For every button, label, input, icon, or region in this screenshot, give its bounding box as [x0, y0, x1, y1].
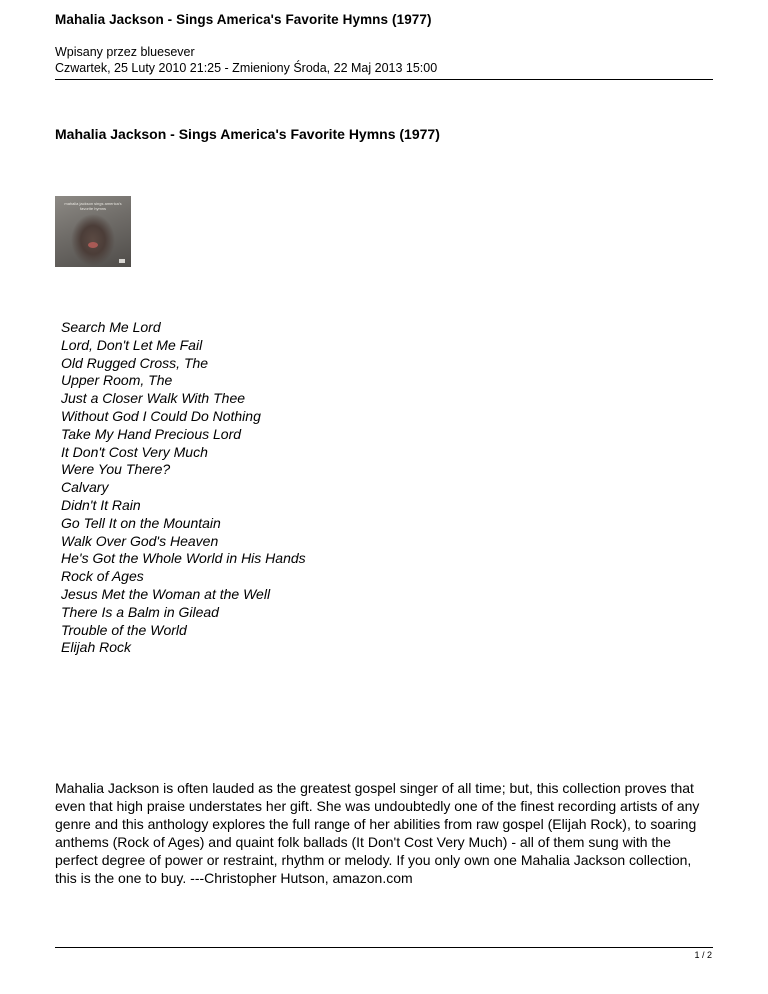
track-item: It Don't Cost Very Much	[61, 443, 208, 460]
cover-face-detail	[88, 242, 98, 248]
track-item: Trouble of the World	[61, 621, 187, 638]
cover-label-logo	[119, 259, 125, 263]
footer-divider	[55, 947, 713, 948]
date-line: Czwartek, 25 Luty 2010 21:25 - Zmieniony Środa, 22 Maj 2013 15:00	[55, 61, 438, 75]
track-item: Rock of Ages	[61, 568, 144, 585]
track-item: Go Tell It on the Mountain	[61, 514, 221, 531]
track-item: Old Rugged Cross, The	[61, 354, 209, 371]
header-meta	[55, 44, 437, 76]
track-item: Were You There?	[61, 461, 171, 478]
album-cover-image[interactable]	[55, 196, 131, 267]
review-text: Mahalia Jackson is often lauded as the greatest gospel singer of all time; but, this collection proves that even that high praise understates her gift. She was undoubtedly one of the finest recording artists of any genre and this anthology explores the full range of her abilities from raw gospel (Elijah Rock), to soaring anthems (Rock of Ages) and quaint folk ballads (It Don't Cost Very Much) - all of them sung with the perfect degree of power or restraint, rhythm or melody. If you only own one Mahalia Jackson collection, this is the one to buy. ---Christopher Hutson, amazon.com	[55, 780, 700, 886]
track-item: Search Me Lord	[61, 319, 161, 335]
header-divider	[55, 79, 713, 80]
track-item: There Is a Balm in Gilead	[61, 603, 219, 620]
article-title: Mahalia Jackson - Sings America's Favorite Hymns (1977)	[55, 126, 440, 142]
track-item: Take My Hand Precious Lord	[61, 425, 242, 442]
cover-text: mahalia jackson sings america's favorite hymns	[64, 201, 122, 211]
track-item: Without God I Could Do Nothing	[61, 407, 261, 424]
track-item: Jesus Met the Woman at the Well	[61, 585, 271, 602]
track-item: Elijah Rock	[61, 639, 132, 656]
track-item: Didn't It Rain	[61, 496, 141, 513]
track-item: Lord, Don't Let Me Fail	[61, 336, 203, 353]
track-item: Walk Over God's Heaven	[61, 532, 219, 549]
track-item: Upper Room, The	[61, 372, 173, 389]
track-list	[61, 319, 306, 657]
track-item: Just a Closer Walk With Thee	[61, 390, 246, 407]
header-title: Mahalia Jackson - Sings America's Favorite Hymns (1977)	[55, 12, 432, 27]
track-item: Calvary	[61, 479, 109, 496]
track-item: He's Got the Whole World in His Hands	[61, 550, 306, 567]
page-number: 1 / 2	[694, 950, 712, 960]
author-line: Wpisany przez bluesever	[55, 45, 195, 59]
